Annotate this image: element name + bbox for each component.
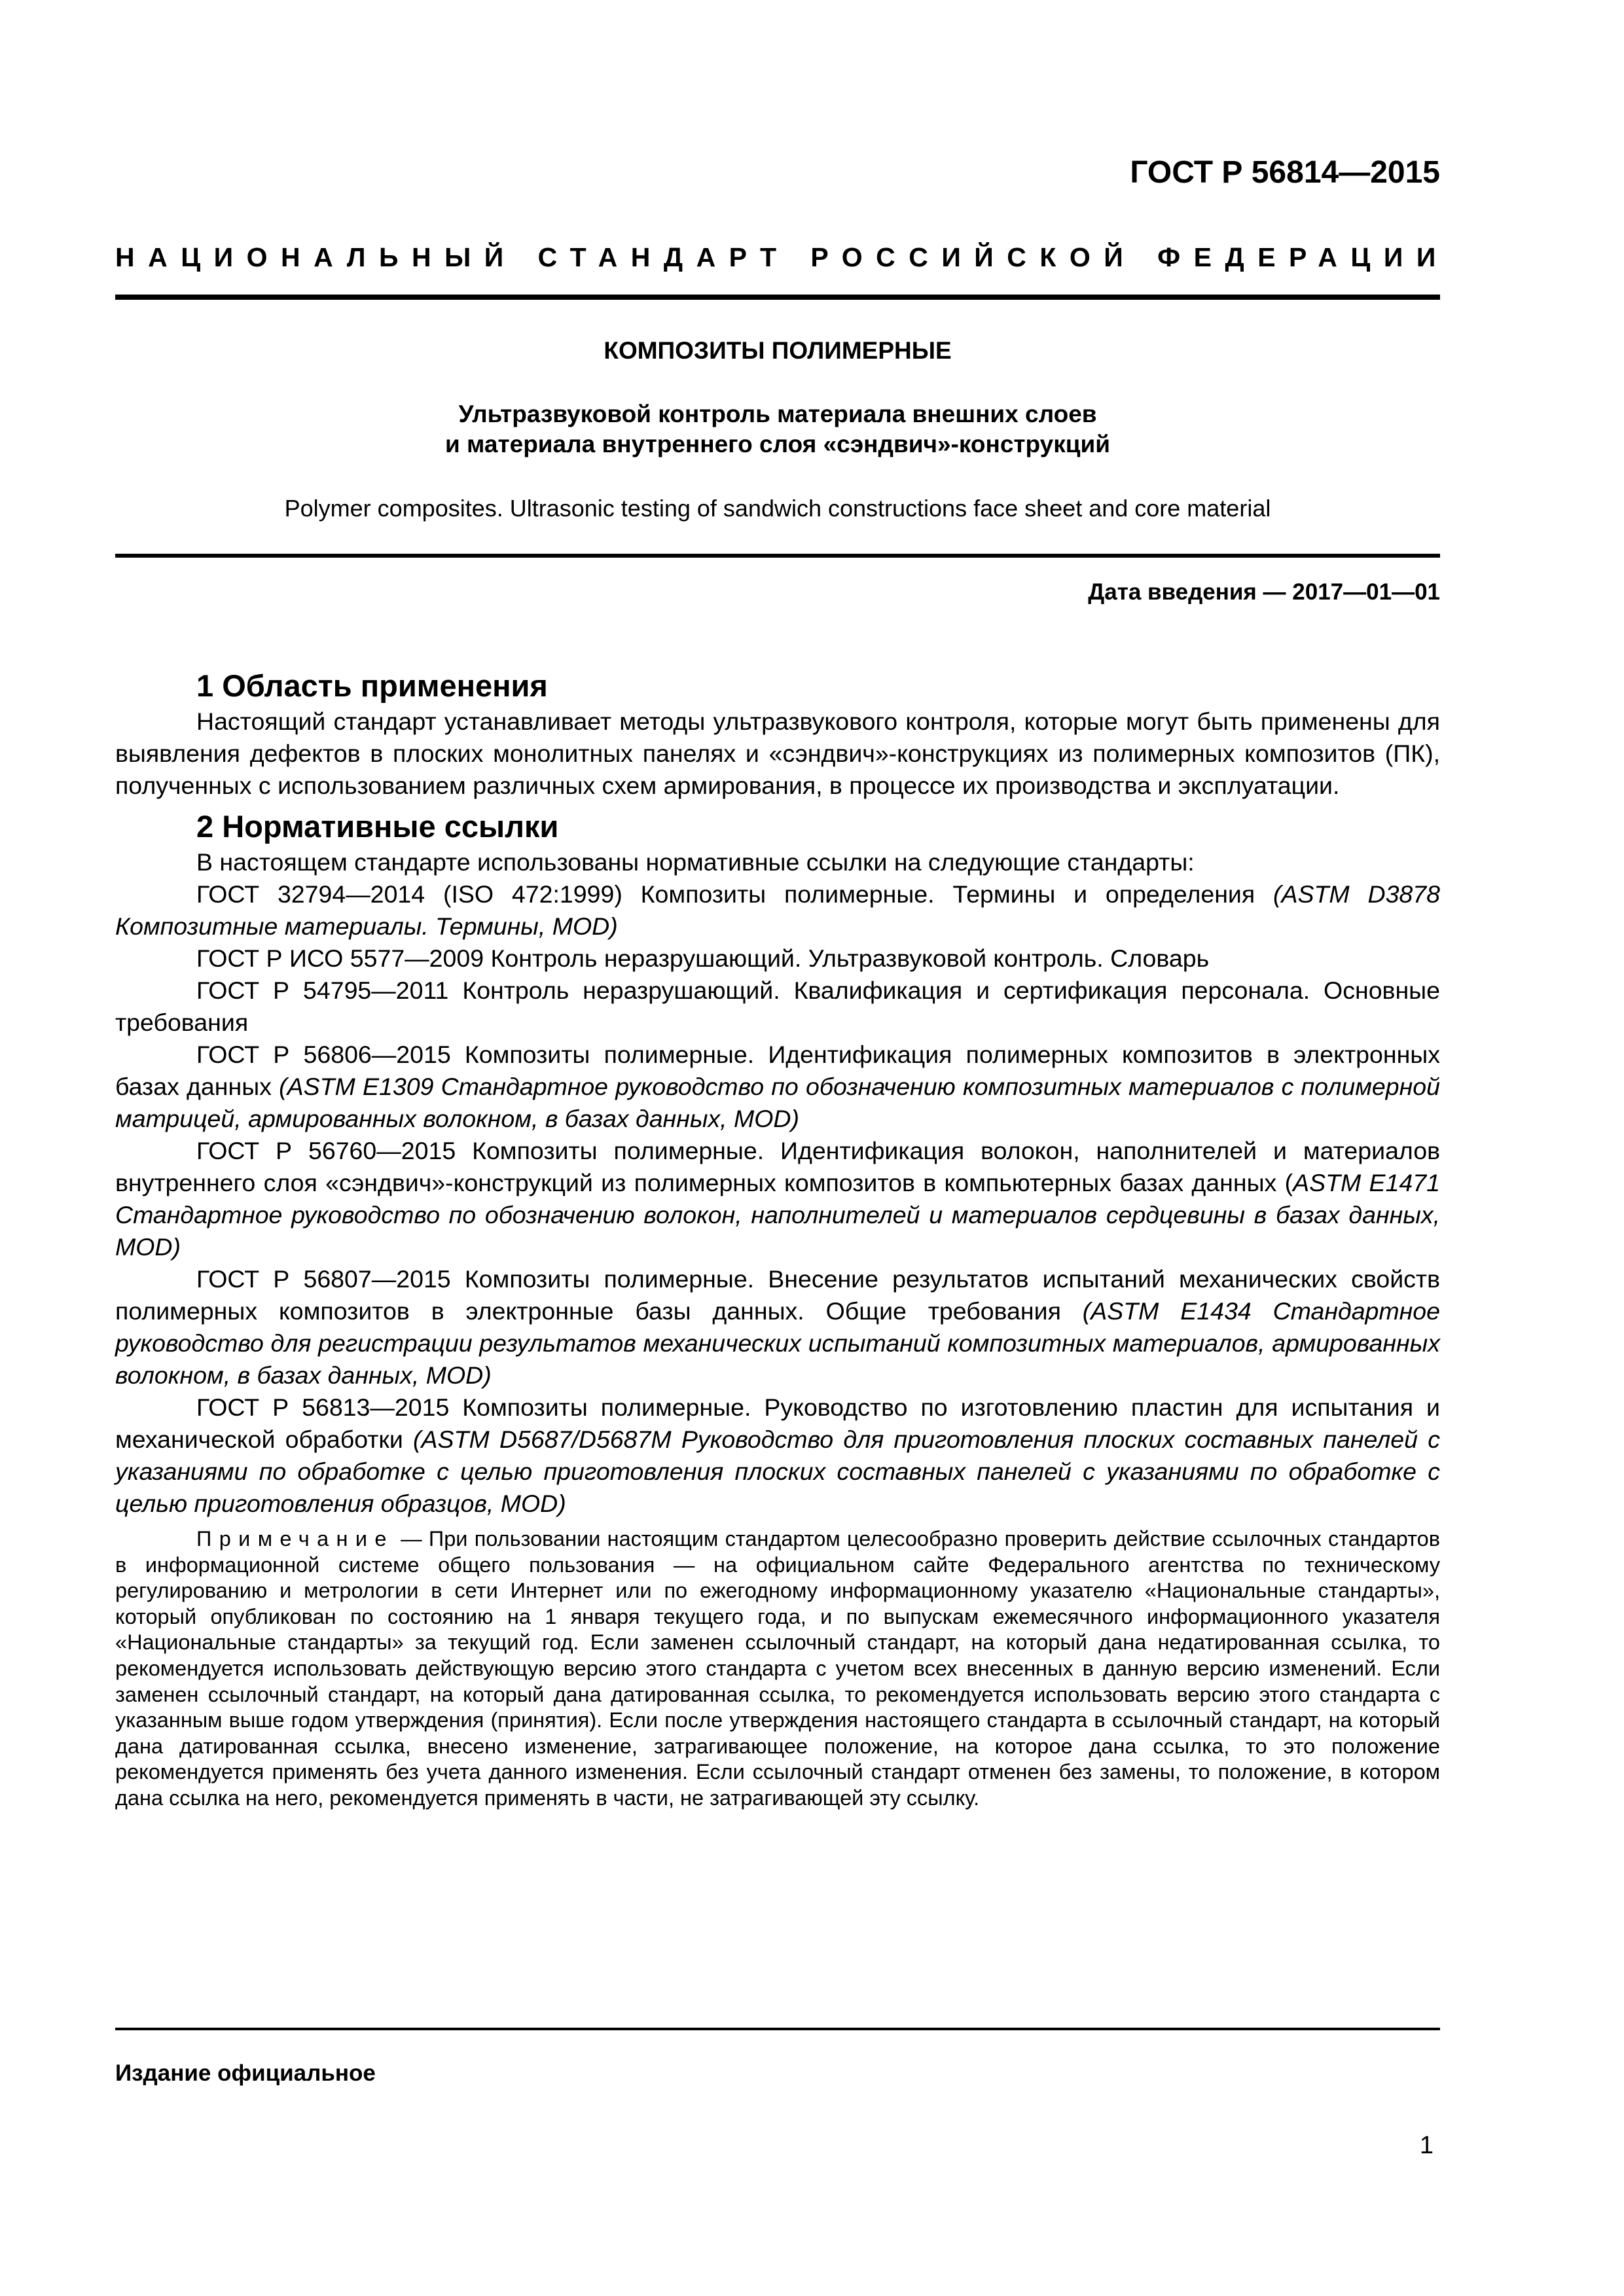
section-2-intro: В настоящем стандарте использованы нормативные ссылки на следующие стандарты: <box>196 848 1195 876</box>
standard-title: КОМПОЗИТЫ ПОЛИМЕРНЫЕ <box>604 337 952 364</box>
subtitle-line-2: и материала внутреннего слоя «сэндвич»-конструкций <box>445 431 1110 457</box>
note-paragraph <box>115 1526 1440 1812</box>
footer-rule <box>115 2028 1440 2030</box>
english-title: Polymer composites. Ultrasonic testing of sandwich constructions face sheet and core material <box>284 495 1271 522</box>
note-text: — При пользовании настоящим стандартом целесообразно проверить действие ссылочных стандартов в информационной системе общего пользования — на официальном сайте Федерального агентства по техническому регулированию и метрологии в сети Интернет или по ежегодному информационному указателю «Национальные стандарты», который опубликован по состоянию на 1 января текущего года, и по выпускам ежемесячного информационного указателя «Национальные стандарты» за текущий год. Если заменен ссылочный стандарт, на который дана недатированная ссылка, то рекомендуется использовать действующую версию этого стандарта с учетом всех внесенных в данную версию изменений. Если заменен ссылочный стандарт, на который дана датированная ссылка, то рекомендуется использовать версию этого стандарта с указанным выше годом утверждения (принятия). Если после утверждения настоящего стандарта в ссылочный стандарт, на который дана датированная ссылка, внесено изменение, затрагивающее положение, на которое дана ссылка, то это положение рекомендуется применять без учета данного изменения. Если ссылочный стандарт отменен без замены, то положение, в котором дана ссылка на него, рекомендуется применять в части, не затрагивающей эту ссылку. <box>115 1527 1440 1810</box>
note-label: Примечание <box>196 1527 394 1551</box>
page-number: 1 <box>1419 2132 1434 2159</box>
top-rule <box>115 295 1440 300</box>
reference-item: ГОСТ Р ИСО 5577—2009 Контроль неразрушающий. Ультразвуковой контроль. Словарь <box>196 944 1210 972</box>
introduction-date: Дата введения — 2017—01—01 <box>1088 579 1440 605</box>
edition-label: Издание официальное <box>115 2060 376 2086</box>
reference-item: ГОСТ Р 54795—2011 Контроль неразрушающий. Квалификация и сертификация персонала. Основные требования <box>115 977 1440 1036</box>
reference-item: ГОСТ 32794—2014 (ISO 472:1999) Композиты полимерные. Термины и определения (ASTM D3878 Композитные материалы. Термины, MOD) <box>115 880 1440 940</box>
reference-item: ГОСТ Р 56807—2015 Композиты полимерные. Внесение результатов испытаний механических свойств полимерных композитов в электронные базы данных. Общие требования (ASTM E1434 Стандартное руководство для регистрации результатов механических испытаний композитных материалов, армированных волокном, в базах данных, MOD) <box>115 1265 1441 1389</box>
subtitle-line-1: Ультразвуковой контроль материала внешних слоев <box>458 401 1097 427</box>
section-1-heading: 1 Область применения <box>196 668 548 703</box>
document-body <box>115 666 1440 1812</box>
national-standard-heading: НАЦИОНАЛЬНЫЙ СТАНДАРТ РОССИЙСКОЙ ФЕДЕРАЦИИ <box>115 242 1449 272</box>
section-1-text: Настоящий стандарт устанавливает методы ультразвукового контроля, которые могут быть применены для выявления дефектов в плоских монолитных панелях и «сэндвич»-конструкциях из полимерных композитов (ПК), полученных с использованием различных схем армирования, в процессе их производства и эксплуатации. <box>115 708 1440 799</box>
title-rule <box>115 554 1440 558</box>
section-2-heading: 2 Нормативные ссылки <box>196 809 559 844</box>
document-number: ГОСТ Р 56814—2015 <box>1130 155 1440 190</box>
reference-item: ГОСТ Р 56760—2015 Композиты полимерные. Идентификация волокон, наполнителей и материалов внутреннего слоя «сэндвич»-конструкций из полимерных композитов в компьютерных базах данных (ASTM E1471 Стандартное руководство по обозначению волокон, наполнителей и материалов сердцевины в базах данных, MOD) <box>115 1137 1440 1261</box>
standard-subtitle <box>115 399 1440 459</box>
reference-item: ГОСТ Р 56806—2015 Композиты полимерные. Идентификация полимерных композитов в электронных базах данных (ASTM E1309 Стандартное руководство по обозначению композитных материалов с полимерной матрицей, армированных волокном, в базах данных, MOD) <box>115 1041 1440 1132</box>
reference-item: ГОСТ Р 56813—2015 Композиты полимерные. Руководство по изготовлению пластин для испытания и механической обработки (ASTM D5687/D5687M Руководство для приготовления плоских составных панелей с указаниями по обработке с целью приготовления плоских составных панелей с указаниями по обработке с целью приготовления образцов, MOD) <box>115 1393 1440 1517</box>
